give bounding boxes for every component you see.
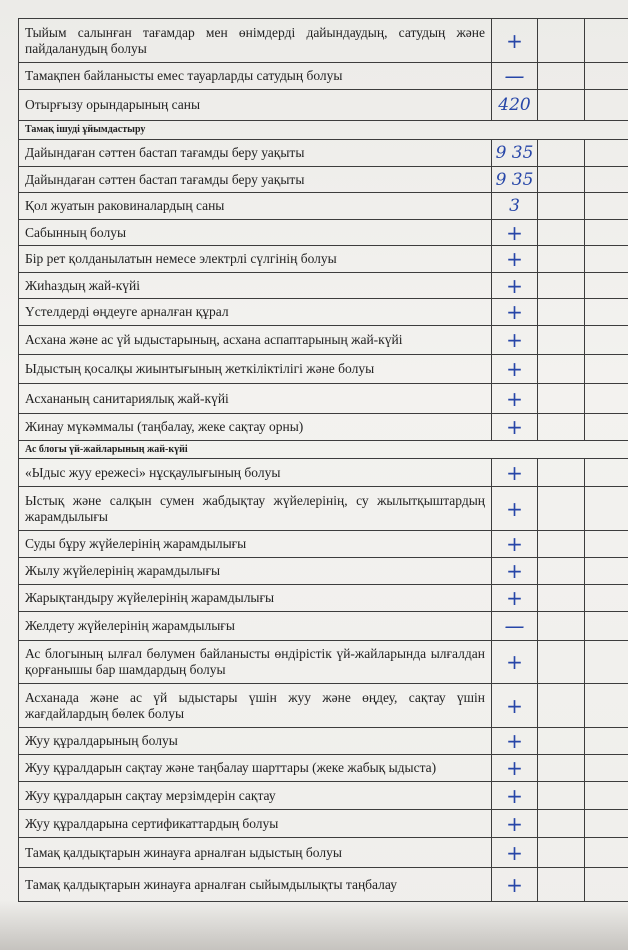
empty-cell — [538, 90, 585, 121]
empty-cell — [585, 246, 628, 273]
criterion-text: «Ыдыс жуу ережесі» нұсқаулығының болуы — [19, 459, 492, 487]
checklist-row — [19, 838, 628, 868]
empty-cell — [538, 326, 585, 355]
checklist-rows — [19, 19, 628, 902]
empty-cell — [585, 684, 628, 728]
handwritten-mark: + — [492, 728, 538, 755]
handwritten-mark: + — [492, 782, 538, 810]
handwritten-mark: + — [492, 641, 538, 684]
handwritten-mark: + — [492, 838, 538, 868]
criterion-text: Тыйым салынған тағамдар мен өнімдерді дайындаудың, сатудың және пайдаланудың болуы — [19, 19, 492, 63]
empty-cell — [585, 299, 628, 326]
handwritten-mark: — — [492, 612, 538, 641]
empty-cell — [585, 273, 628, 299]
empty-cell — [585, 755, 628, 782]
empty-cell — [538, 414, 585, 441]
empty-cell — [585, 384, 628, 414]
empty-cell — [538, 728, 585, 755]
checklist-row — [19, 612, 628, 641]
empty-cell — [538, 63, 585, 90]
checklist-row — [19, 414, 628, 441]
checklist-row — [19, 641, 628, 684]
handwritten-mark: + — [492, 459, 538, 487]
handwritten-mark: 3 — [492, 193, 538, 220]
empty-cell — [538, 140, 585, 167]
criterion-text: Суды бұру жүйелерінің жарамдылығы — [19, 531, 492, 558]
empty-cell — [585, 612, 628, 641]
handwritten-mark: + — [492, 326, 538, 355]
empty-cell — [538, 273, 585, 299]
empty-cell — [538, 487, 585, 531]
handwritten-mark: + — [492, 755, 538, 782]
empty-cell — [585, 90, 628, 121]
checklist-row — [19, 487, 628, 531]
checklist-row — [19, 868, 628, 902]
empty-cell — [585, 140, 628, 167]
handwritten-mark: + — [492, 414, 538, 441]
handwritten-mark: + — [492, 220, 538, 246]
empty-cell — [538, 838, 585, 868]
checklist-row — [19, 585, 628, 612]
empty-cell — [538, 355, 585, 384]
empty-cell — [538, 193, 585, 220]
empty-cell — [585, 558, 628, 585]
empty-cell — [538, 246, 585, 273]
checklist-row — [19, 193, 628, 220]
empty-cell — [538, 868, 585, 902]
criterion-text: Жуу құралдарын сақтау мерзімдерін сақтау — [19, 782, 492, 810]
criterion-text: Жылу жүйелерінің жарамдылығы — [19, 558, 492, 585]
empty-cell — [538, 167, 585, 193]
empty-cell — [585, 728, 628, 755]
empty-cell — [585, 167, 628, 193]
handwritten-mark: — — [492, 63, 538, 90]
empty-cell — [585, 63, 628, 90]
criterion-text: Бір рет қолданылатын немесе электрлі сүлгінің болуы — [19, 246, 492, 273]
empty-cell — [538, 585, 585, 612]
empty-cell — [585, 868, 628, 902]
empty-cell — [538, 810, 585, 838]
criterion-text: Жиһаздың жай-күйі — [19, 273, 492, 299]
checklist-row — [19, 299, 628, 326]
empty-cell — [585, 782, 628, 810]
criterion-text: Жуу құралдарын сақтау және таңбалау шарттары (жеке жабық ыдыста) — [19, 755, 492, 782]
criterion-text: Қол жуатын раковиналардың саны — [19, 193, 492, 220]
checklist-row — [19, 246, 628, 273]
empty-cell — [585, 19, 628, 63]
empty-cell — [538, 384, 585, 414]
checklist-row — [19, 384, 628, 414]
handwritten-mark: + — [492, 810, 538, 838]
checklist-row — [19, 459, 628, 487]
handwritten-mark: 9 35 — [492, 140, 538, 167]
criterion-text: Жинау мүкәммалы (таңбалау, жеке сақтау орны) — [19, 414, 492, 441]
empty-cell — [585, 355, 628, 384]
handwritten-mark: + — [492, 585, 538, 612]
empty-cell — [538, 19, 585, 63]
empty-cell — [585, 193, 628, 220]
checklist-row — [19, 684, 628, 728]
checklist-row — [19, 755, 628, 782]
criterion-text: Жуу құралдарының болуы — [19, 728, 492, 755]
empty-cell — [538, 220, 585, 246]
checklist-row — [19, 326, 628, 355]
empty-cell — [538, 299, 585, 326]
empty-cell — [538, 641, 585, 684]
handwritten-mark: + — [492, 273, 538, 299]
checklist-row — [19, 531, 628, 558]
empty-cell — [538, 612, 585, 641]
handwritten-mark: + — [492, 299, 538, 326]
checklist-row — [19, 90, 628, 121]
handwritten-mark: + — [492, 487, 538, 531]
checklist-row — [19, 63, 628, 90]
handwritten-mark: 9 35 — [492, 167, 538, 193]
empty-cell — [585, 326, 628, 355]
criterion-text: Жарықтандыру жүйелерінің жарамдылығы — [19, 585, 492, 612]
criterion-text: Асхана және ас үй ыдыстарының, асхана аспаптарының жай-күйі — [19, 326, 492, 355]
empty-cell — [585, 810, 628, 838]
checklist-row — [19, 782, 628, 810]
checklist-row — [19, 558, 628, 585]
section-header-row — [19, 441, 628, 459]
checklist-row — [19, 810, 628, 838]
criterion-text: Сабынның болуы — [19, 220, 492, 246]
criterion-text: Ыстық және салқын сумен жабдықтау жүйелерінің, су жылытқыштардың жарамдылығы — [19, 487, 492, 531]
empty-cell — [585, 641, 628, 684]
criterion-text: Асханада және ас үй ыдыстары үшін жуу және өңдеу, сақтау үшін жағдайлардың бөлек болуы — [19, 684, 492, 728]
empty-cell — [585, 585, 628, 612]
checklist-row — [19, 728, 628, 755]
empty-cell — [585, 838, 628, 868]
checklist-row — [19, 19, 628, 63]
empty-cell — [538, 755, 585, 782]
criterion-text: Желдету жүйелерінің жарамдылығы — [19, 612, 492, 641]
empty-cell — [585, 414, 628, 441]
checklist-row — [19, 220, 628, 246]
handwritten-mark: 420 — [492, 90, 538, 121]
checklist-row — [19, 355, 628, 384]
handwritten-mark: + — [492, 355, 538, 384]
empty-cell — [538, 684, 585, 728]
empty-cell — [538, 459, 585, 487]
checklist-row — [19, 273, 628, 299]
empty-cell — [585, 487, 628, 531]
handwritten-mark: + — [492, 246, 538, 273]
empty-cell — [585, 531, 628, 558]
handwritten-mark: + — [492, 531, 538, 558]
handwritten-mark: + — [492, 684, 538, 728]
handwritten-mark: + — [492, 19, 538, 63]
criterion-text: Тамақпен байланысты емес тауарларды сатудың болуы — [19, 63, 492, 90]
checklist-table — [18, 18, 628, 902]
section-title: Тамақ ішуді ұйымдастыру — [19, 121, 628, 140]
handwritten-mark: + — [492, 868, 538, 902]
page-shadow — [0, 900, 628, 950]
checklist-row — [19, 140, 628, 167]
criterion-text: Ас блогының ылғал бөлумен байланысты өндірістік үй-жайларында ылғалдан қорғанышы бар шамдардың болуы — [19, 641, 492, 684]
criterion-text: Ыдыстың қосалқы жиынтығының жеткіліктілігі және болуы — [19, 355, 492, 384]
criterion-text: Жуу құралдарына сертификаттардың болуы — [19, 810, 492, 838]
empty-cell — [585, 220, 628, 246]
checklist-row — [19, 167, 628, 193]
empty-cell — [538, 782, 585, 810]
handwritten-mark: + — [492, 558, 538, 585]
criterion-text: Отырғызу орындарының саны — [19, 90, 492, 121]
section-title: Ас блогы үй-жайларының жай-күйі — [19, 441, 628, 459]
criterion-text: Дайындаған сәттен бастап тағамды беру уақыты — [19, 167, 492, 193]
empty-cell — [538, 531, 585, 558]
section-header-row — [19, 121, 628, 140]
empty-cell — [585, 459, 628, 487]
criterion-text: Дайындаған сәттен бастап тағамды беру уақыты — [19, 140, 492, 167]
criterion-text: Асхананың санитариялық жай-күйі — [19, 384, 492, 414]
criterion-text: Тамақ қалдықтарын жинауға арналған сыйымдылықты таңбалау — [19, 868, 492, 902]
empty-cell — [538, 558, 585, 585]
criterion-text: Тамақ қалдықтарын жинауға арналған ыдыстың болуы — [19, 838, 492, 868]
criterion-text: Үстелдерді өңдеуге арналған құрал — [19, 299, 492, 326]
handwritten-mark: + — [492, 384, 538, 414]
